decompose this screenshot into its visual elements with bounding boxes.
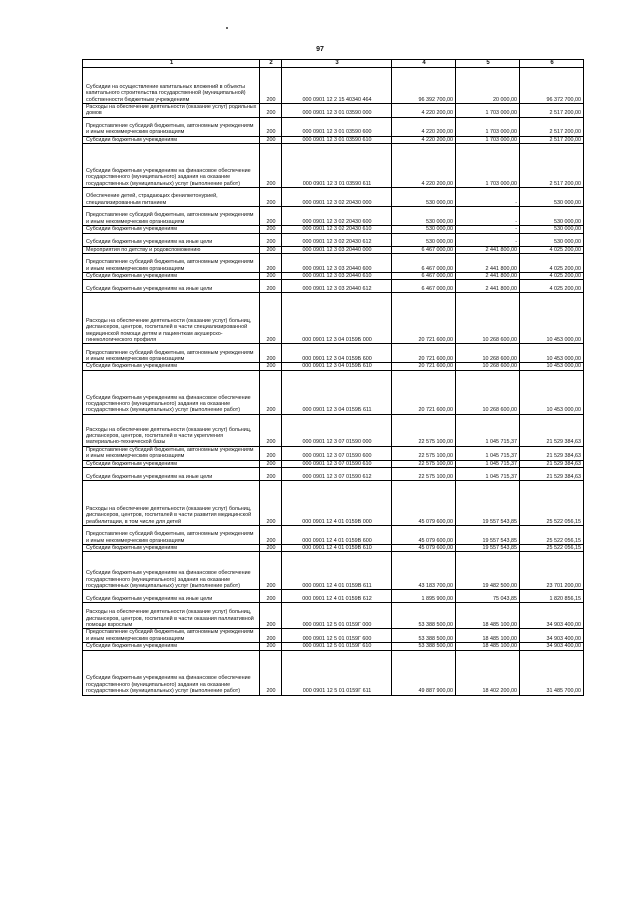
description-cell: Субсидии бюджетным учреждениям [83, 363, 260, 370]
remaining-amount-cell: 530 000,00 [520, 188, 584, 207]
table-row [83, 188, 584, 207]
table-row [83, 344, 584, 363]
remaining-amount-cell: 4 025 200,00 [520, 246, 584, 253]
table-row [83, 643, 584, 650]
description-cell: Предоставление субсидий бюджетным, автономным учреждениям и иным некоммерческим организациям [83, 526, 260, 545]
table-row [83, 552, 584, 590]
line-code-cell: 200 [260, 446, 282, 460]
line-code-cell: 200 [260, 144, 282, 188]
executed-amount-cell: 18 402 200,00 [456, 650, 520, 695]
budget-code-cell: 000 0901 12 4 01 0159В 612 [282, 590, 392, 603]
approved-amount-cell: 43 183 700,00 [392, 552, 456, 590]
executed-amount-cell: 1 703 000,00 [456, 117, 520, 136]
line-code-cell: 200 [260, 643, 282, 650]
table-row [83, 545, 584, 552]
executed-amount-cell: 19 557 543,85 [456, 481, 520, 526]
description-cell: Расходы на обеспечение деятельности (оказание услуг) больниц, диспансеров, центров, госпиталей в части оказания паллиативной помощи взрослым [83, 603, 260, 629]
line-code-cell: 200 [260, 545, 282, 552]
approved-amount-cell: 6 467 000,00 [392, 280, 456, 293]
approved-amount-cell: 530 000,00 [392, 207, 456, 226]
description-cell: Субсидии бюджетным учреждениям на финансовое обеспечение государственного (муниципального) задания на оказание государственных (муниципальных) услуг (выполнение работ) [83, 552, 260, 590]
approved-amount-cell: 530 000,00 [392, 188, 456, 207]
table-row [83, 603, 584, 629]
line-code-cell: 200 [260, 370, 282, 414]
remaining-amount-cell: 21 529 384,63 [520, 460, 584, 467]
table-row [83, 526, 584, 545]
approved-amount-cell: 22 575 100,00 [392, 414, 456, 446]
table-row [83, 144, 584, 188]
header-cell: 4 [392, 60, 456, 68]
executed-amount-cell: 2 441 800,00 [456, 254, 520, 273]
description-cell: Мероприятия по детству и родовспоможению [83, 246, 260, 253]
executed-amount-cell: 18 485 100,00 [456, 629, 520, 643]
remaining-amount-cell: 4 025 200,00 [520, 273, 584, 280]
executed-amount-cell: 1 045 715,37 [456, 446, 520, 460]
table-row [83, 280, 584, 293]
approved-amount-cell: 22 575 100,00 [392, 460, 456, 467]
budget-code-cell: 000 0901 12 3 02 20430 600 [282, 207, 392, 226]
executed-amount-cell: 18 485 100,00 [456, 643, 520, 650]
executed-amount-cell: 10 268 600,00 [456, 363, 520, 370]
approved-amount-cell: 53 388 500,00 [392, 629, 456, 643]
remaining-amount-cell: 21 529 384,63 [520, 468, 584, 481]
line-code-cell: 200 [260, 117, 282, 136]
line-code-cell: 200 [260, 344, 282, 363]
budget-code-cell: 000 0901 12 3 02 20430 612 [282, 233, 392, 246]
executed-amount-cell: 19 557 543,85 [456, 526, 520, 545]
line-code-cell: 200 [260, 552, 282, 590]
table-row [83, 629, 584, 643]
description-cell: Предоставление субсидий бюджетным, автономным учреждениям и иным некоммерческим организациям [83, 446, 260, 460]
description-cell: Предоставление субсидий бюджетным, автономным учреждениям и иным некоммерческим организациям [83, 629, 260, 643]
executed-amount-cell: - [456, 188, 520, 207]
remaining-amount-cell: 2 517 200,00 [520, 117, 584, 136]
description-cell: Предоставление субсидий бюджетным, автономным учреждениям и иным некоммерческим организациям [83, 344, 260, 363]
approved-amount-cell: 53 388 500,00 [392, 643, 456, 650]
budget-code-cell: 000 0901 12 3 04 0159Б 611 [282, 370, 392, 414]
approved-amount-cell: 4 220 200,00 [392, 104, 456, 118]
description-cell: Субсидии бюджетным учреждениям на финансовое обеспечение государственного (муниципального) задания на оказание государственных (муниципальных) услуг (выполнение работ) [83, 370, 260, 414]
executed-amount-cell: 20 000,00 [456, 68, 520, 104]
header-cell: 5 [456, 60, 520, 68]
budget-code-cell: 000 0901 12 4 01 0159В 610 [282, 545, 392, 552]
executed-amount-cell: 1 703 000,00 [456, 104, 520, 118]
line-code-cell: 200 [260, 629, 282, 643]
executed-amount-cell: 75 043,85 [456, 590, 520, 603]
description-cell: Предоставление субсидий бюджетным, автономным учреждениям и иным некоммерческим организациям [83, 207, 260, 226]
remaining-amount-cell: 25 522 056,15 [520, 481, 584, 526]
approved-amount-cell: 22 575 100,00 [392, 446, 456, 460]
table-row [83, 446, 584, 460]
table-row [83, 293, 584, 344]
executed-amount-cell: 10 268 600,00 [456, 370, 520, 414]
description-cell: Расходы на обеспечение деятельности (оказание услуг) больниц, диспансеров, центров, госпиталей в части развития медицинской реабилитации, в том числе для детей [83, 481, 260, 526]
table-row [83, 254, 584, 273]
budget-code-cell: 000 0901 12 3 03 20440 600 [282, 254, 392, 273]
approved-amount-cell: 1 895 900,00 [392, 590, 456, 603]
budget-code-cell: 000 0901 12 3 01 03590 600 [282, 117, 392, 136]
line-code-cell: 200 [260, 226, 282, 233]
approved-amount-cell: 6 467 000,00 [392, 254, 456, 273]
table-row [83, 68, 584, 104]
budget-code-cell: 000 0901 12 3 03 20440 610 [282, 273, 392, 280]
approved-amount-cell: 4 220 200,00 [392, 117, 456, 136]
table-row [83, 207, 584, 226]
description-cell: Расходы на обеспечение деятельности (оказание услуг) родильных домов [83, 104, 260, 118]
line-code-cell: 200 [260, 254, 282, 273]
approved-amount-cell: 530 000,00 [392, 226, 456, 233]
budget-code-cell: 000 0901 12 5 01 0159Г 610 [282, 643, 392, 650]
line-code-cell: 200 [260, 590, 282, 603]
table-row [83, 590, 584, 603]
line-code-cell: 200 [260, 650, 282, 695]
executed-amount-cell: 2 441 800,00 [456, 246, 520, 253]
table-row [83, 481, 584, 526]
header-cell: 6 [520, 60, 584, 68]
remaining-amount-cell: 1 820 856,15 [520, 590, 584, 603]
budget-code-cell: 000 0901 12 3 01 03590 610 [282, 136, 392, 143]
description-cell: Субсидии бюджетным учреждениям [83, 460, 260, 467]
approved-amount-cell: 20 721 600,00 [392, 363, 456, 370]
table-row [83, 136, 584, 143]
budget-code-cell: 000 0901 12 3 03 20440 000 [282, 246, 392, 253]
executed-amount-cell: 1 703 000,00 [456, 136, 520, 143]
header-cell: 2 [260, 60, 282, 68]
remaining-amount-cell: 23 701 200,00 [520, 552, 584, 590]
table-row [83, 226, 584, 233]
approved-amount-cell: 20 721 600,00 [392, 344, 456, 363]
header-cell: 3 [282, 60, 392, 68]
approved-amount-cell: 20 721 600,00 [392, 293, 456, 344]
remaining-amount-cell: 530 000,00 [520, 226, 584, 233]
table-row [83, 414, 584, 446]
budget-code-cell: 000 0901 12 3 04 0159Б 610 [282, 363, 392, 370]
approved-amount-cell: 530 000,00 [392, 233, 456, 246]
executed-amount-cell: 1 045 715,37 [456, 468, 520, 481]
remaining-amount-cell: 34 903 400,00 [520, 629, 584, 643]
executed-amount-cell: 19 557 543,85 [456, 545, 520, 552]
line-code-cell: 200 [260, 273, 282, 280]
header-cell: 1 [83, 60, 260, 68]
table-row [83, 650, 584, 695]
table-row [83, 233, 584, 246]
executed-amount-cell: 19 482 500,00 [456, 552, 520, 590]
budget-code-cell: 000 0901 12 3 07 01590 600 [282, 446, 392, 460]
line-code-cell: 200 [260, 233, 282, 246]
budget-table-body [83, 60, 584, 696]
table-row [83, 246, 584, 253]
executed-amount-cell: 1 045 715,37 [456, 460, 520, 467]
header-row [83, 60, 584, 68]
approved-amount-cell: 20 721 600,00 [392, 370, 456, 414]
approved-amount-cell: 53 388 500,00 [392, 603, 456, 629]
budget-code-cell: 000 0901 12 3 01 03590 000 [282, 104, 392, 118]
executed-amount-cell: 1 703 000,00 [456, 144, 520, 188]
executed-amount-cell: 2 441 800,00 [456, 280, 520, 293]
table-row [83, 468, 584, 481]
approved-amount-cell: 6 467 000,00 [392, 246, 456, 253]
description-cell: Расходы на обеспечение деятельности (оказание услуг) больниц, диспансеров, центров, госпиталей в части укрепления материально-технической базы [83, 414, 260, 446]
description-cell: Субсидии бюджетным учреждениям на иные цели [83, 468, 260, 481]
page-number: 97 [316, 46, 324, 53]
remaining-amount-cell: 31 485 700,00 [520, 650, 584, 695]
approved-amount-cell: 45 079 600,00 [392, 526, 456, 545]
budget-table [82, 59, 584, 696]
approved-amount-cell: 96 392 700,00 [392, 68, 456, 104]
table-row [83, 273, 584, 280]
description-cell: Субсидии бюджетным учреждениям на финансовое обеспечение государственного (муниципального) задания на оказание государственных (муниципальных) услуг (выполнение работ) [83, 650, 260, 695]
approved-amount-cell: 45 079 600,00 [392, 481, 456, 526]
executed-amount-cell: 2 441 800,00 [456, 273, 520, 280]
remaining-amount-cell: 4 025 200,00 [520, 254, 584, 273]
budget-code-cell: 000 0901 12 5 01 0159Г 611 [282, 650, 392, 695]
remaining-amount-cell: 10 453 000,00 [520, 293, 584, 344]
budget-code-cell: 000 0901 12 4 01 0159В 611 [282, 552, 392, 590]
approved-amount-cell: 6 467 000,00 [392, 273, 456, 280]
budget-code-cell: 000 0901 12 4 01 0159В 600 [282, 526, 392, 545]
executed-amount-cell: - [456, 233, 520, 246]
description-cell: Субсидии бюджетным учреждениям на иные цели [83, 590, 260, 603]
remaining-amount-cell: 21 529 384,63 [520, 414, 584, 446]
line-code-cell: 200 [260, 293, 282, 344]
line-code-cell: 200 [260, 414, 282, 446]
remaining-amount-cell: 530 000,00 [520, 207, 584, 226]
executed-amount-cell: 1 045 715,37 [456, 414, 520, 446]
line-code-cell: 200 [260, 460, 282, 467]
table-row [83, 363, 584, 370]
line-code-cell: 200 [260, 136, 282, 143]
budget-code-cell: 000 0901 12 3 01 03590 611 [282, 144, 392, 188]
approved-amount-cell: 49 887 900,00 [392, 650, 456, 695]
remaining-amount-cell: 4 025 200,00 [520, 280, 584, 293]
remaining-amount-cell: 10 453 000,00 [520, 363, 584, 370]
description-cell: Предоставление субсидий бюджетным, автономным учреждениям и иным некоммерческим организациям [83, 254, 260, 273]
description-cell: Субсидии бюджетным учреждениям [83, 136, 260, 143]
table-row [83, 460, 584, 467]
budget-code-cell: 000 0901 12 2 15 40340 464 [282, 68, 392, 104]
remaining-amount-cell: 2 517 200,00 [520, 144, 584, 188]
budget-code-cell: 000 0901 12 3 03 20440 612 [282, 280, 392, 293]
executed-amount-cell: 10 268 600,00 [456, 293, 520, 344]
remaining-amount-cell: 2 517 200,00 [520, 136, 584, 143]
executed-amount-cell: 10 268 600,00 [456, 344, 520, 363]
line-code-cell: 200 [260, 363, 282, 370]
budget-code-cell: 000 0901 12 3 04 0159Б 600 [282, 344, 392, 363]
line-code-cell: 200 [260, 188, 282, 207]
budget-code-cell: 000 0901 12 3 07 01590 610 [282, 460, 392, 467]
approved-amount-cell: 4 220 200,00 [392, 136, 456, 143]
description-cell: Субсидии бюджетным учреждениям на финансовое обеспечение государственного (муниципального) задания на оказание государственных (муниципальных) услуг (выполнение работ) [83, 144, 260, 188]
remaining-amount-cell: 530 000,00 [520, 233, 584, 246]
budget-code-cell: 000 0901 12 3 07 01590 612 [282, 468, 392, 481]
line-code-cell: 200 [260, 468, 282, 481]
table-row [83, 370, 584, 414]
line-code-cell: 200 [260, 68, 282, 104]
description-cell: Субсидии бюджетным учреждениям на иные цели [83, 233, 260, 246]
description-cell: Субсидии бюджетным учреждениям [83, 643, 260, 650]
scan-speck [226, 27, 228, 29]
budget-code-cell: 000 0901 12 5 01 0159Г 000 [282, 603, 392, 629]
remaining-amount-cell: 34 903 400,00 [520, 643, 584, 650]
budget-code-cell: 000 0901 12 4 01 0159В 000 [282, 481, 392, 526]
remaining-amount-cell: 34 903 400,00 [520, 603, 584, 629]
budget-code-cell: 000 0901 12 3 04 0159Б 000 [282, 293, 392, 344]
table-row [83, 104, 584, 118]
line-code-cell: 200 [260, 526, 282, 545]
remaining-amount-cell: 10 453 000,00 [520, 344, 584, 363]
executed-amount-cell: - [456, 226, 520, 233]
line-code-cell: 200 [260, 481, 282, 526]
line-code-cell: 200 [260, 280, 282, 293]
line-code-cell: 200 [260, 207, 282, 226]
executed-amount-cell: 18 485 100,00 [456, 603, 520, 629]
budget-code-cell: 000 0901 12 3 02 20430 610 [282, 226, 392, 233]
line-code-cell: 200 [260, 104, 282, 118]
approved-amount-cell: 45 079 600,00 [392, 545, 456, 552]
remaining-amount-cell: 21 529 384,63 [520, 446, 584, 460]
description-cell: Субсидии бюджетным учреждениям [83, 273, 260, 280]
description-cell: Предоставление субсидий бюджетным, автономным учреждениям и иным некоммерческим организациям [83, 117, 260, 136]
table-row [83, 117, 584, 136]
budget-code-cell: 000 0901 12 3 07 01590 000 [282, 414, 392, 446]
remaining-amount-cell: 25 522 056,15 [520, 545, 584, 552]
budget-code-cell: 000 0901 12 5 01 0159Г 600 [282, 629, 392, 643]
remaining-amount-cell: 96 372 700,00 [520, 68, 584, 104]
description-cell: Субсидии на осуществление капитальных вложений в объекты капитального строительства государственной (муниципальной) собственности бюджетным учреждениям [83, 68, 260, 104]
description-cell: Субсидии бюджетным учреждениям [83, 545, 260, 552]
description-cell: Обеспечение детей, страдающих фенилкетонурией, специализированным питанием [83, 188, 260, 207]
approved-amount-cell: 4 220 200,00 [392, 144, 456, 188]
description-cell: Расходы на обеспечение деятельности (оказание услуг) больниц, диспансеров, центров, госпиталей в части специализированной медицинской помощи детям и пациенткам акушерско-гинекологического профиля [83, 293, 260, 344]
line-code-cell: 200 [260, 246, 282, 253]
description-cell: Субсидии бюджетным учреждениям на иные цели [83, 280, 260, 293]
description-cell: Субсидии бюджетным учреждениям [83, 226, 260, 233]
remaining-amount-cell: 2 517 200,00 [520, 104, 584, 118]
approved-amount-cell: 22 575 100,00 [392, 468, 456, 481]
executed-amount-cell: - [456, 207, 520, 226]
budget-code-cell: 000 0901 12 3 02 20430 000 [282, 188, 392, 207]
line-code-cell: 200 [260, 603, 282, 629]
remaining-amount-cell: 10 453 000,00 [520, 370, 584, 414]
remaining-amount-cell: 25 522 056,15 [520, 526, 584, 545]
